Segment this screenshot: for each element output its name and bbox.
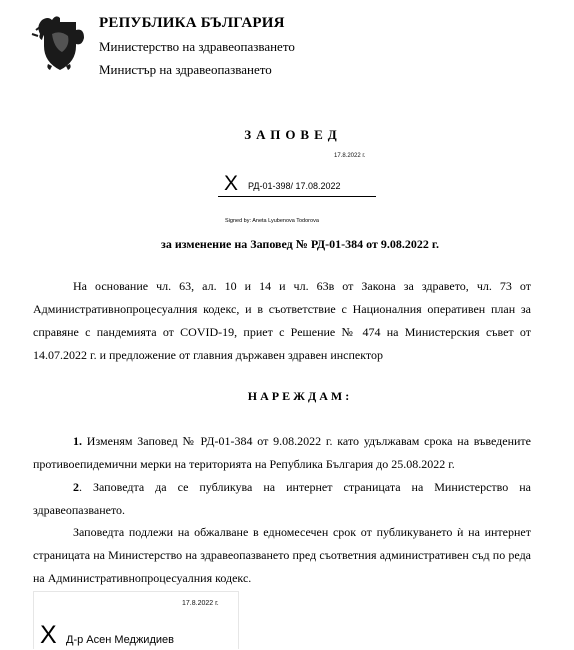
item-text: Изменям Заповед № РД-01-384 от 9.08.2022 г. като удължавам срока на въведените противоепидемични мерки на територията на Република България до 25.08.2022 г. xyxy=(33,434,531,471)
decree-item-1 xyxy=(33,430,531,476)
registration-number: РД-01-398/ 17.08.2022 xyxy=(248,181,341,191)
lion-icon xyxy=(30,12,88,74)
registration-signature-line[interactable] xyxy=(218,170,376,197)
item-text: . Заповедта да се публикува на интернет страницата на Министерство на здравеопазването. xyxy=(33,480,531,517)
coat-of-arms-logo xyxy=(30,12,88,74)
appeal-paragraph: Заповедта подлежи на обжалване в едномесечен срок от публикуването ѝ на интернет страницата на Министерство на здравеопазването пред съответния административен съд по реда на Административнопроцесуалния кодекс. xyxy=(33,525,531,585)
item-number: 1. xyxy=(73,434,82,448)
order-title: ЗАПОВЕД xyxy=(244,127,342,142)
signature-mark: X xyxy=(40,621,57,649)
minister-title: Министър на здравеопазването xyxy=(99,62,272,77)
legal-basis-paragraph: На основание чл. 63, ал. 10 и 14 и чл. 63в от Закона за здравето, чл. 73 от Административнопроцесуалния кодекс, и в съответствие с Националния оперативен план за справяне с пандемията от COVID-19, приет с Решение № 474 на Министерския съвет от 14.07.2022 г. и предложение от главния държавен здравен инспектор xyxy=(33,279,531,362)
item-number: 2 xyxy=(73,480,79,494)
order-subject: за изменение на Заповед № РД-01-384 от 9.08.2022 г. xyxy=(161,237,439,251)
order-date: 17.8.2022 г. xyxy=(334,153,366,159)
signature-date: 17.8.2022 г. xyxy=(182,600,219,607)
signatory-name: Д-р Асен Меджидиев xyxy=(66,634,174,646)
decree-item-2 xyxy=(33,476,531,522)
decree-heading: НАРЕЖДАМ: xyxy=(247,389,353,403)
signed-by-label: Signed by: Aneta Lyubenova Todorova xyxy=(225,218,319,224)
signature-mark: X xyxy=(224,172,239,195)
republic-title: РЕПУБЛИКА БЪЛГАРИЯ xyxy=(99,15,285,31)
ministry-name: Министерство на здравеопазването xyxy=(99,39,295,54)
